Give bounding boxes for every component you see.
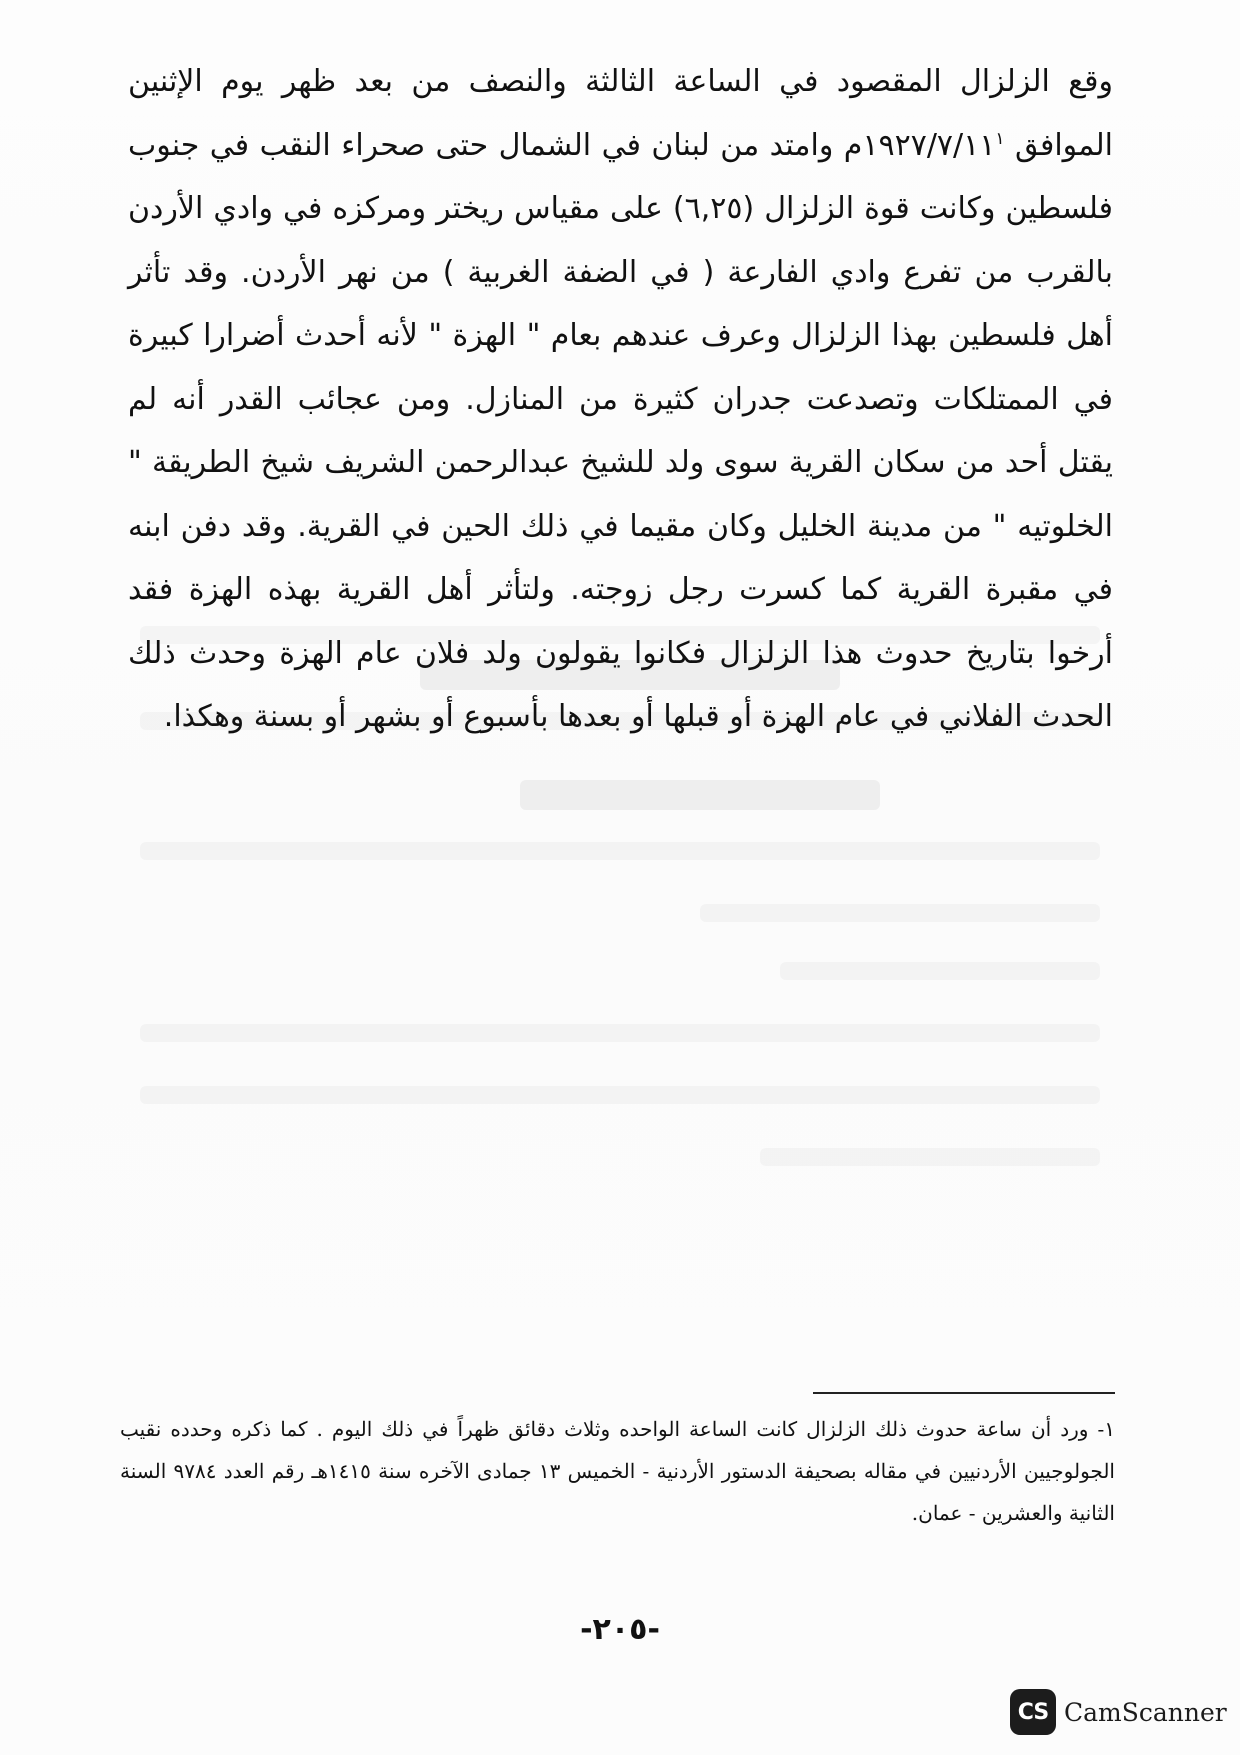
camscanner-logo-icon: CS [1010, 1689, 1056, 1735]
camscanner-brand-text: CamScanner [1064, 1697, 1227, 1727]
paragraph-text-part-2: م وامتد من لبنان في الشمال حتى صحراء النقب في جنوب فلسطين وكانت قوة الزلزال (٦,٢٥) على مقياس ريختر ومركزه في وادي الأردن بالقرب من تفرع وادي الفارعة ( في الضفة الغربية ) من نهر الأردن. وقد تأثر أهل فلسطين بهذا الزلزال وعرف عندهم بعام " الهزة " لأنه أحدث أضرارا كبيرة في الممتلكات وتصدعت جدران كثيرة من المنازل. ومن عجائب القدر أنه لم يقتل أحد من سكان القرية سوى ولد للشيخ عبدالرحمن الشريف شيخ الطريقة " الخلوتيه " من مدينة الخليل وكان مقيما في ذلك الحين في القرية. وقد دفن ابنه في مقبرة القرية كما كسرت رجل زوجته. ولتأثر أهل القرية بهذه الهزة فقد أرخوا بتاريخ حدوث هذا الزلزال فكانوا يقولون ولد فلان عام الهزة وحدث ذلك الحدث الفلاني في عام الهزة أو قبلها أو بعدها بأسبوع أو بشهر أو بسنة وهكذا. [128, 127, 1114, 734]
bleed-through-mark [140, 1024, 1100, 1042]
bleed-through-mark [140, 1086, 1100, 1104]
footnote-reference: ١ [995, 128, 1005, 149]
body-paragraph [128, 50, 1113, 749]
bleed-through-mark [760, 1148, 1100, 1166]
bleed-through-mark [700, 904, 1100, 922]
footnote-text: ١- ورد أن ساعة حدوث ذلك الزلزال كانت الساعة الواحده وثلاث دقائق ظهراً في ذلك اليوم . كما ذكره وحدده نقيب الجولوجيين الأردنيين في مقاله بصحيفة الدستور الأردنية - الخميس ١٣ جمادى الآخره سنة ١٤١٥هـ رقم العدد ٩٧٨٤ السنة الثانية والعشرين - عمان. [120, 1417, 1115, 1525]
camscanner-watermark [1010, 1688, 1227, 1736]
bleed-through-mark [140, 842, 1100, 860]
footnote-separator [813, 1392, 1115, 1394]
page-number: -٢٠٥- [580, 1612, 660, 1647]
paragraph-text-part-1: وقع الزلزال المقصود في الساعة الثالثة والنصف من بعد ظهر يوم الإثنين الموافق ١٩٢٧/٧/١١ [128, 64, 1113, 163]
bleed-through-heading [520, 780, 880, 810]
bleed-through-mark [780, 962, 1100, 980]
